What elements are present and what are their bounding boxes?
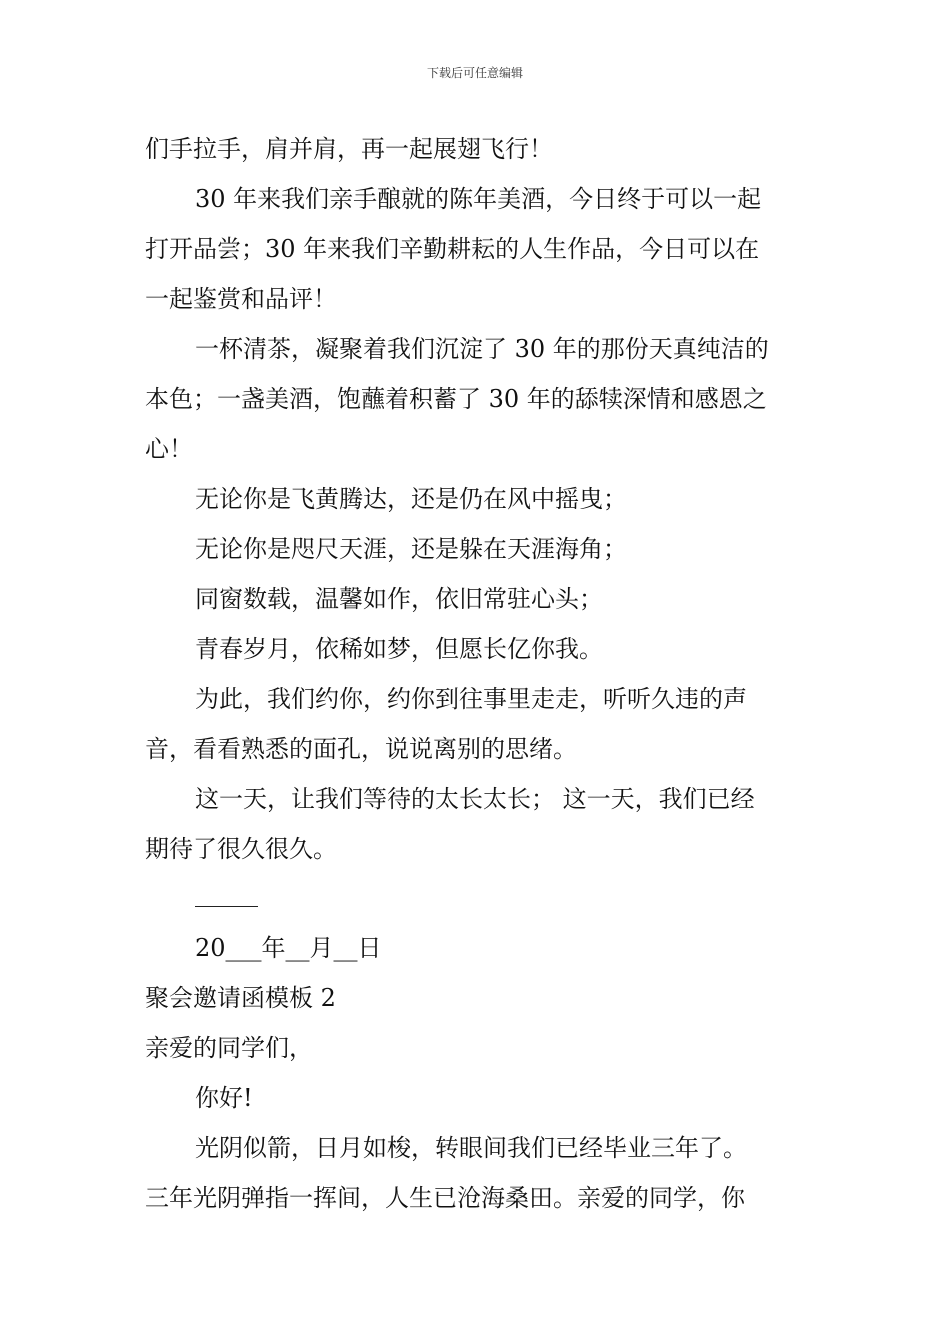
date-line: 20___年__月__日 [195, 934, 382, 962]
text-line: 期待了很久很久。 [145, 835, 337, 863]
text-line: 音，看看熟悉的面孔，说说离别的思绪。 [145, 735, 577, 763]
text-line: 光阴似箭，日月如梭，转眼间我们已经毕业三年了。 [195, 1134, 747, 1162]
signature-line [195, 906, 258, 907]
text-line: 青春岁月，依稀如梦，但愿长亿你我。 [195, 635, 603, 663]
text-line: 三年光阴弹指一挥间，人生已沧海桑田。亲爱的同学，你 [145, 1184, 745, 1212]
text-line: 打开品尝；30 年来我们辛勤耕耘的人生作品，今日可以在 [145, 235, 760, 263]
text-line: 本色；一盏美酒，饱蘸着积蓄了 30 年的舔犊深情和感恩之 [145, 385, 767, 413]
text-line: 同窗数载，温馨如作，依旧常驻心头； [195, 585, 603, 613]
text-line: 无论你是咫尺天涯，还是躲在天涯海角； [195, 535, 627, 563]
salutation: 亲爱的同学们， [145, 1034, 313, 1062]
text-line: 这一天，让我们等待的太长太长； 这一天，我们已经 [195, 785, 755, 813]
text-line: 一杯清茶，凝聚着我们沉淀了 30 年的那份天真纯洁的 [195, 335, 769, 363]
text-line: 心！ [145, 435, 193, 463]
page-header-note: 下载后可任意编辑 [426, 66, 523, 80]
text-line: 无论你是飞黄腾达，还是仍在风中摇曳； [195, 485, 627, 513]
section-title: 聚会邀请函模板 2 [145, 984, 336, 1012]
text-line: 们手拉手，肩并肩，再一起展翅飞行！ [145, 135, 553, 163]
text-line: 一起鉴赏和品评！ [145, 285, 337, 313]
text-line: 30 年来我们亲手酿就的陈年美酒，今日终于可以一起 [195, 185, 762, 213]
greeting: 你好! [195, 1084, 253, 1112]
text-line: 为此，我们约你，约你到往事里走走，听听久违的声 [195, 685, 747, 713]
